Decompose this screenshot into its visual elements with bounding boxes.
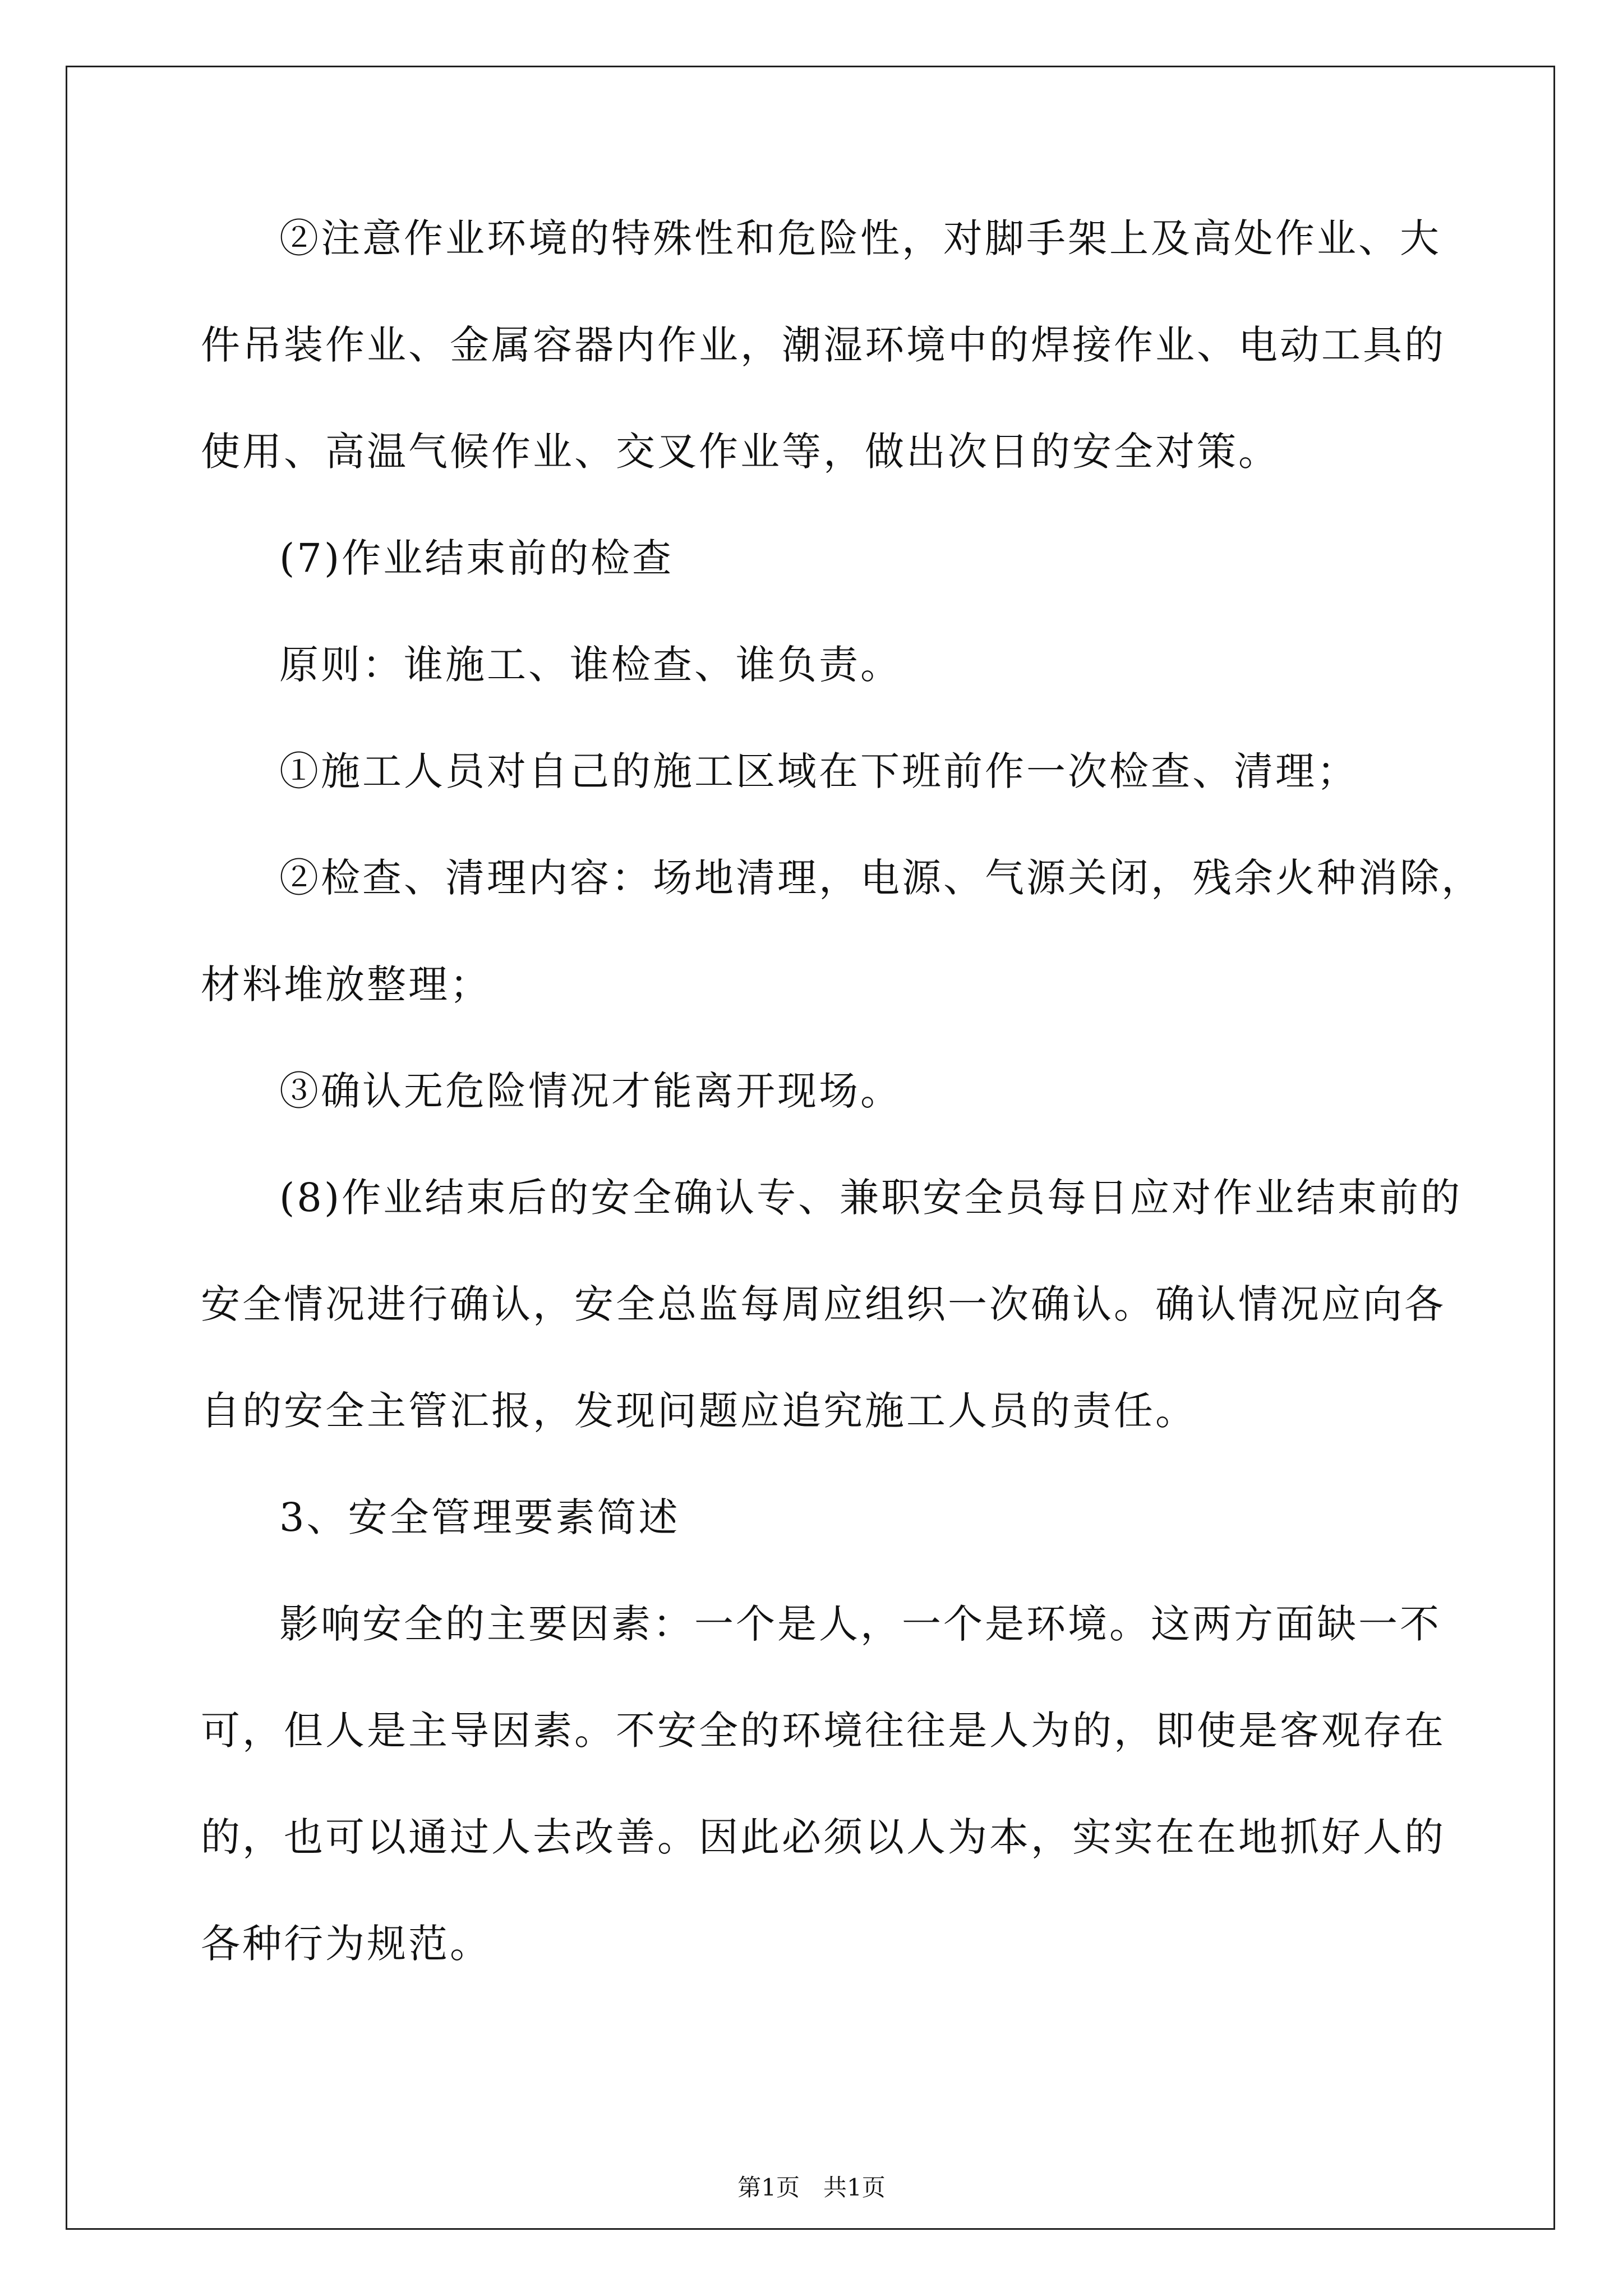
paragraph-line: 自的安全主管汇报，发现问题应追究施工人员的责任。: [201, 1388, 1197, 1434]
paragraph-line: 的，也可以通过人去改善。因此必须以人为本，实实在在地抓好人的: [201, 1814, 1446, 1860]
paragraph-line: ②注意作业环境的特殊性和危险性，对脚手架上及高处作业、大: [279, 215, 1441, 261]
paragraph-line: ①施工人员对自己的施工区域在下班前作一次检查、清理；: [279, 748, 1358, 794]
paragraph-line: 材料堆放整理；: [201, 961, 491, 1007]
section-heading: (8)作业结束后的安全确认专、兼职安全员每日应对作业结束前的: [279, 1175, 1463, 1221]
paragraph-line: 可，但人是主导因素。不安全的环境往往是人为的，即使是客观存在: [201, 1708, 1446, 1754]
paragraph-line: 各种行为规范。: [201, 1921, 491, 1967]
page-border: [66, 66, 1555, 2230]
section-heading: (7)作业结束前的检查: [279, 535, 674, 581]
paragraph-line: ②检查、清理内容：场地清理，电源、气源关闭，残余火种消除，: [279, 855, 1483, 901]
section-heading: 3、安全管理要素简述: [279, 1494, 680, 1540]
paragraph-line: 影响安全的主要因素：一个是人，一个是环境。这两方面缺一不: [279, 1601, 1441, 1647]
paragraph-line: 件吊装作业、金属容器内作业，潮湿环境中的焊接作业、电动工具的: [201, 322, 1446, 368]
page-number-footer: 第1页 共1页: [737, 2174, 886, 2201]
paragraph-line: ③确认无危险情况才能离开现场。: [279, 1068, 902, 1114]
paragraph-line: 使用、高温气候作业、交叉作业等，做出次日的安全对策。: [201, 429, 1280, 475]
paragraph-line: 安全情况进行确认，安全总监每周应组织一次确认。确认情况应向各: [201, 1281, 1446, 1327]
paragraph-line: 原则：谁施工、谁检查、谁负责。: [279, 642, 902, 688]
